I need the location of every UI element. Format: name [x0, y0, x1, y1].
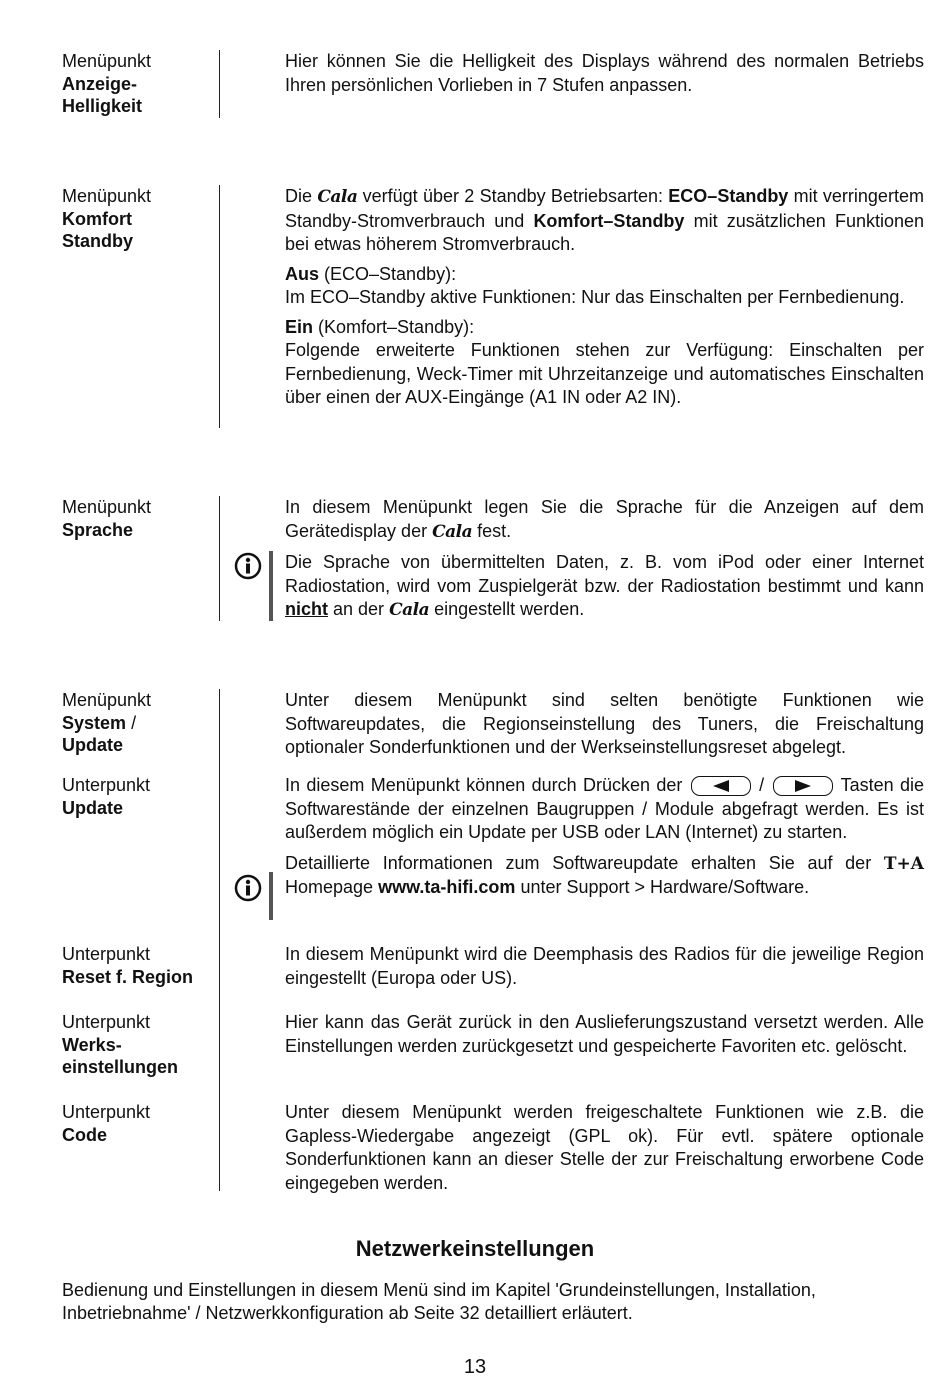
text-run: Die Sprache von übermittelten Daten, z. B. vom iPod oder einer Internet Radiostation, wird vom Zuspielgerät bzw. der Radiostation bestimmt und kann [285, 552, 924, 596]
divider-line [219, 185, 220, 428]
text-run: Tasten die Softwarestände der einzelnen Baugruppen / Module abgefragt werden. Es ist außerdem möglich ein Update per USB oder LAN (Internet) zu starten. [285, 775, 924, 842]
label-line: Unterpunkt [62, 944, 151, 964]
paragraph: In diesem Menüpunkt wird die Deemphasis des Radios für die jeweilige Region eingestellt (Europa oder US). [285, 944, 924, 988]
section-text [285, 185, 924, 410]
label-title: Komfort [62, 208, 132, 229]
label-line: Menüpunkt [62, 497, 152, 517]
subsection-label-code [62, 1101, 212, 1146]
text-run: (Komfort–Standby): [318, 316, 475, 337]
right-arrow-icon [795, 780, 811, 792]
paragraph: Bedienung und Einstellungen in diesem Menü sind im Kapitel 'Grundeinstellungen, Installation, Inbetriebnahme' / Netzwerkkonfiguration ab Seite 32 detailliert erläutert. [62, 1280, 816, 1323]
section-text [285, 496, 924, 623]
section-text [285, 50, 924, 97]
text-run: eingestellt werden. [434, 599, 585, 619]
label-line: Unterpunkt [62, 775, 151, 795]
paragraph: Im ECO–Standby aktive Funktionen: Nur das Einschalten per Fernbedienung. [285, 287, 905, 307]
subsection-text-reset [285, 943, 924, 990]
text-run: Homepage [285, 877, 374, 897]
subsection-text-update [285, 774, 924, 900]
label-title: Werks- [62, 1034, 122, 1055]
cala-logo: Cala [432, 521, 473, 542]
label-line: Menüpunkt [62, 186, 152, 206]
label-line: Menüpunkt [62, 51, 152, 71]
subsection-label-werks [62, 1011, 212, 1079]
label-title: Update [62, 797, 124, 818]
paragraph [285, 263, 924, 287]
label-title: Anzeige- [62, 73, 138, 94]
text-run: Die [285, 186, 313, 206]
paragraph: Unter diesem Menüpunkt werden freigeschaltete Funktionen wie z.B. die Gapless-Wiedergabe angezeigt (GPL ok). Für evtl. spätere optionale Sonderfunktionen kann an dieser Stelle der zur Freischaltung erworbene Code eingegeben werden. [285, 1102, 924, 1193]
paragraph [285, 316, 924, 340]
ta-logo: T+A [883, 853, 924, 874]
divider-line [219, 50, 220, 118]
page-number: 13 [463, 1356, 487, 1378]
label-run: System [62, 712, 127, 733]
text-run: Detaillierte Informationen zum Softwareupdate erhalten Sie auf der [285, 852, 872, 873]
paragraph: Hier kann das Gerät zurück in den Auslieferungszustand versetzt werden. Alle Einstellungen werden zurückgesetzt und gespeicherte Favoriten etc. gelöscht. [285, 1012, 924, 1056]
text-run: In diesem Menüpunkt können durch Drücken der [285, 775, 683, 795]
paragraph: Hier können Sie die Helligkeit des Displays während des normalen Betriebs Ihren persönlichen Vorlieben in 7 Stufen anpassen. [285, 51, 924, 95]
subsection-text-werks [285, 1011, 924, 1058]
divider-line [219, 496, 220, 621]
label-title: Reset f. Region [62, 966, 194, 987]
text-run: nicht [285, 599, 328, 619]
divider-line [219, 689, 220, 1191]
text-run: (ECO–Standby): [324, 263, 457, 284]
paragraph: Unter diesem Menüpunkt sind selten benötigte Funktionen wie Softwareupdates, die Regionseinstellung des Tuners, die Freischaltung optionaler Sonderfunktionen und der Werkseinstellungsreset abgelegt. [285, 690, 924, 757]
cala-logo: Cala [389, 600, 430, 620]
section-label [62, 496, 212, 541]
paragraph [285, 185, 924, 257]
label-title: Helligkeit [62, 96, 143, 116]
subsection-text-code [285, 1101, 924, 1195]
label-line: Unterpunkt [62, 1012, 151, 1032]
label-title: Code [62, 1124, 107, 1145]
paragraph: Folgende erweiterte Funktionen stehen zur Verfügung: Einschalten per Fernbedienung, Weck-Timer mit Uhrzeitanzeige und automatisches Einschalten über einen der AUX-Eingänge (A1 IN oder A2 IN). [285, 340, 924, 407]
text-run: verfügt über 2 Standby Betriebsarten: [362, 186, 663, 206]
label-title: einstellungen [62, 1057, 179, 1077]
section-label [62, 689, 212, 757]
label-title: Standby [62, 231, 134, 251]
info-icon [234, 552, 262, 580]
right-arrow-key [773, 776, 833, 796]
text-run: Aus [285, 263, 320, 284]
text-run: an der [333, 599, 385, 619]
url-text: www.ta-hifi.com [378, 877, 516, 897]
text-run: mit verringertem Standby-Stromverbrauch und [285, 186, 924, 231]
text-run: Ein [285, 316, 314, 337]
subsection-label-update [62, 774, 212, 819]
label-title: Update [62, 735, 124, 755]
paragraph [285, 496, 924, 544]
label-line: Menüpunkt [62, 690, 152, 710]
info-bar [269, 872, 273, 920]
text-run: ECO–Standby [668, 186, 789, 206]
info-paragraph [285, 551, 924, 623]
text-run: mit zusätzlichen Funktionen bei etwas höherem Stromverbrauch. [285, 210, 925, 254]
section-label [62, 185, 212, 253]
info-paragraph [285, 852, 924, 900]
section-label [62, 50, 212, 118]
text-run: Komfort–Standby [533, 210, 685, 231]
text-run: unter Support > Hardware/Software. [520, 877, 810, 897]
text-run: fest. [477, 520, 512, 541]
left-arrow-key [691, 776, 751, 796]
info-bar [269, 551, 273, 621]
subsection-label-reset [62, 943, 222, 988]
info-icon [234, 874, 262, 902]
section-text [285, 689, 924, 760]
label-title: Sprache [62, 519, 134, 540]
cala-logo: Cala [317, 187, 358, 207]
section-heading: Netzwerkeinstellungen [355, 1236, 595, 1261]
left-arrow-icon [713, 780, 729, 792]
text-run: In diesem Menüpunkt legen Sie die Sprache für die Anzeigen auf dem Gerätedisplay der [285, 497, 924, 541]
label-run: / [131, 712, 137, 733]
text-run: / [759, 775, 765, 795]
label-title [62, 712, 212, 735]
paragraph [285, 774, 924, 845]
label-line: Unterpunkt [62, 1102, 151, 1122]
